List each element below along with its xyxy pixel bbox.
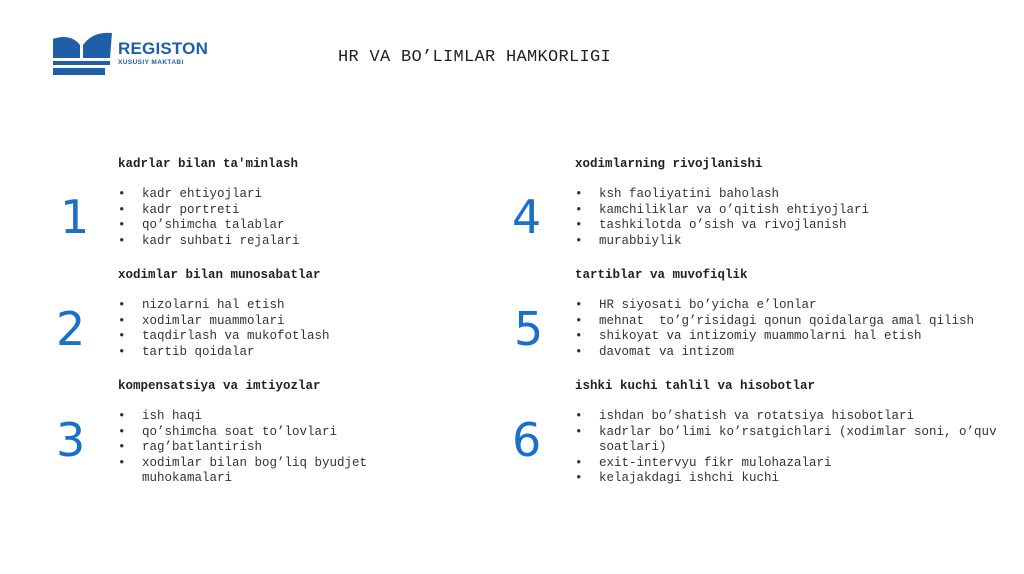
- bullet-list: [118, 187, 418, 249]
- list-item: • qo’shimcha soat to’lovlari: [118, 425, 418, 441]
- bullet-list: [575, 187, 1015, 249]
- section-number: 2: [56, 302, 86, 356]
- list-item: • kadrlar bo’limi ko’rsatgichlari (xodimlar soni, o’quv soatlari): [575, 425, 1015, 456]
- list-item: • kadr suhbati rejalari: [118, 234, 418, 250]
- bullet-list: [575, 298, 1015, 360]
- logo-subtitle: XUSUSIY MAKTABI: [118, 59, 184, 66]
- list-item: • nizolarni hal etish: [118, 298, 418, 314]
- list-item: • taqdirlash va mukofotlash: [118, 329, 418, 345]
- section-heading: tartiblar va muvofiqlik: [575, 268, 748, 282]
- list-item: • ish haqi: [118, 409, 418, 425]
- section-number: 6: [512, 413, 542, 467]
- bullet-list: [575, 409, 1015, 487]
- registon-logo: [52, 30, 222, 76]
- list-item: • murabbiylik: [575, 234, 1015, 250]
- bullet-list: [118, 298, 418, 360]
- list-item: • mehnat to’g’risidagi qonun qoidalarga amal qilish: [575, 314, 1015, 330]
- section-heading: xodimlarning rivojlanishi: [575, 157, 763, 171]
- logo-name: REGISTON: [118, 39, 209, 58]
- list-item: • rag’batlantirish: [118, 440, 418, 456]
- list-item: • tartib qoidalar: [118, 345, 418, 361]
- list-item: • shikoyat va intizomiy muammolarni hal etish: [575, 329, 1015, 345]
- list-item: • kadr portreti: [118, 203, 418, 219]
- section-number: 4: [512, 190, 542, 244]
- list-item: • ishdan bo’shatish va rotatsiya hisobotlari: [575, 409, 1015, 425]
- section-heading: kadrlar bilan ta'minlash: [118, 157, 299, 171]
- section-number: 3: [56, 413, 86, 467]
- list-item: • xodimlar bilan bog’liq byudjet muhokamalari: [118, 456, 418, 487]
- open-book-icon: [52, 30, 112, 76]
- list-item: • xodimlar muammolari: [118, 314, 418, 330]
- list-item: • ksh faoliyatini baholash: [575, 187, 1015, 203]
- list-item: • HR siyosati bo’yicha e’lonlar: [575, 298, 1015, 314]
- list-item: • kamchiliklar va o’qitish ehtiyojlari: [575, 203, 1015, 219]
- list-item: • qo’shimcha talablar: [118, 218, 418, 234]
- section-heading: ishki kuchi tahlil va hisobotlar: [575, 379, 816, 393]
- section-number: 5: [514, 302, 544, 356]
- section-number: 1: [60, 190, 90, 244]
- list-item: • kelajakdagi ishchi kuchi: [575, 471, 1015, 487]
- list-item: • kadr ehtiyojlari: [118, 187, 418, 203]
- section-heading: kompensatsiya va imtiyozlar: [118, 379, 321, 393]
- page-title: HR VA BO’LIMLAR HAMKORLIGI: [338, 48, 612, 67]
- list-item: • exit-intervyu fikr mulohazalari: [575, 456, 1015, 472]
- list-item: • davomat va intizom: [575, 345, 1015, 361]
- section-heading: xodimlar bilan munosabatlar: [118, 268, 321, 282]
- list-item: • tashkilotda o’sish va rivojlanish: [575, 218, 1015, 234]
- bullet-list: [118, 409, 418, 487]
